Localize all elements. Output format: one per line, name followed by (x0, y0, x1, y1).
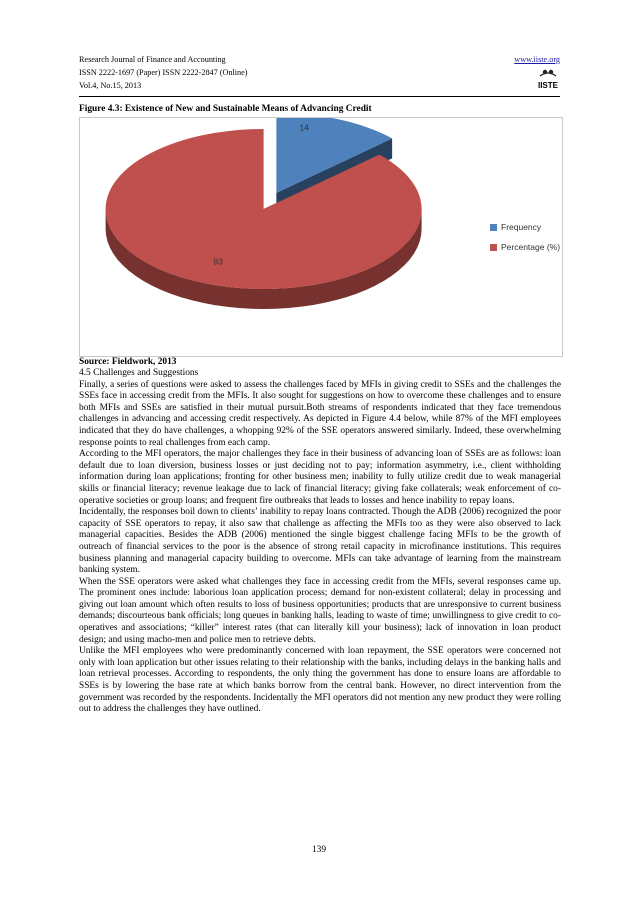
paragraph: Unlike the MFI employees who were predominantly concerned with loan repayment, the SSE operators were concerned not only with loan application but other issues relating to their relationship with the banks, including delays in the banking halls and loan retrieval processes. According to respondents, the only thing the government has done to ensure loans are affordable to SSEs is by lowering the base rate at which banks borrow from the central bank. However, no direct intervention from the government was recorded by the respondents. Incidentally the MFI operators did not mention any new product they were rolling out to address the challenges they have outlined. (79, 646, 561, 715)
issn-line: ISSN 2222-1697 (Paper) ISSN 2222-2847 (Online) (79, 68, 248, 77)
legend-swatch (490, 244, 497, 251)
journal-url-link[interactable]: www.iiste.org (514, 55, 560, 64)
paragraph: According to the MFI operators, the major challenges they face in their business of advancing loan of SSEs are as follows: loan default due to loan diversion, business losses or just deciding not to pay; information asymmetry, i.e., client withholding information during loan applications; fronting for other business men; inability to fully utilize credit due to weak managerial skills or financial literacy; revenue leakage due to lack of financial literacy; giving fake collaterals; weak enforcement of co-operative societies or group loans; and frequent fire outbreaks that leads to losses and hence inability to repay loans. (79, 449, 561, 506)
volume-line: Vol.4, No.15, 2013 (79, 81, 142, 90)
data-label-93: 93 (213, 256, 223, 267)
legend-label: Frequency (501, 222, 542, 232)
paragraph: When the SSE operators were asked what challenges they face in accessing credit from the MFIs, several responses came up. The prominent ones include: laborious loan application process; demand for non-existent collateral; delay in processing and giving out loan amount which often results to loss of business opportunities; products that are unresponsive to current business demands; discourteous bank officials; long queues in banking halls, leading to waste of time; unwillingness to give credit to co-operatives and associations; “killer” interest rates (that can literally kill your business); lack of innovation in loan product design; and using macho-men and police men to retrieve debts. (79, 576, 561, 645)
pie-chart-frame (79, 117, 563, 357)
legend-swatch (490, 224, 497, 231)
figure-title: Figure 4.3: Existence of New and Sustainable Means of Advancing Credit (79, 104, 372, 114)
data-label-14: 14 (299, 122, 309, 133)
header-rule (79, 96, 560, 97)
section-heading: 4.5 Challenges and Suggestions (79, 368, 199, 378)
iiste-logo (536, 66, 560, 92)
pie-chart (80, 118, 562, 356)
figure-source: Source: Fieldwork, 2013 (79, 357, 177, 367)
page-number: 139 (311, 845, 327, 855)
svg-text:IISTE: IISTE (537, 81, 559, 90)
body-text (79, 368, 561, 716)
paragraph: Incidentally, the responses boil down to clients’ inability to repay loans contracted. Though the ADB (2006) recognized the poor capacity of SSE operators to repay, it also saw that challenge as affecting the MFIs too as they were also observed to lack managerial capacities. Besides the ADB (2006) mentioned the single biggest challenge facing MFIs to be the growth of outreach of financial services to the poor is the absence of strong retail capacity in microfinance institutions. This requires business planning and managerial capacity building to overcome. MFIs can take advantage of learning from the mainstream banking system. (79, 507, 561, 576)
paragraph: Finally, a series of questions were asked to assess the challenges faced by MFIs in giving credit to SSEs and the challenges the SSEs face in accessing credit from the MFIs. It also sought for suggestions on how to overcome these challenges and to ensure both MFIs and SSEs are satisfied in their mutual pursuit.Both streams of respondents indicated that they face tremendous challenges in advancing and accessing credit respectively. As depicted in Figure 4.4 below, while 87% of the MFI employees indicated that they do have challenges, a whopping 92% of the SSE operators answered similarly. Indeed, these overwhelming response points to real challenges from each camp. (79, 379, 561, 448)
journal-name: Research Journal of Finance and Accounting (79, 55, 226, 64)
legend-label: Percentage (%) (501, 242, 561, 252)
